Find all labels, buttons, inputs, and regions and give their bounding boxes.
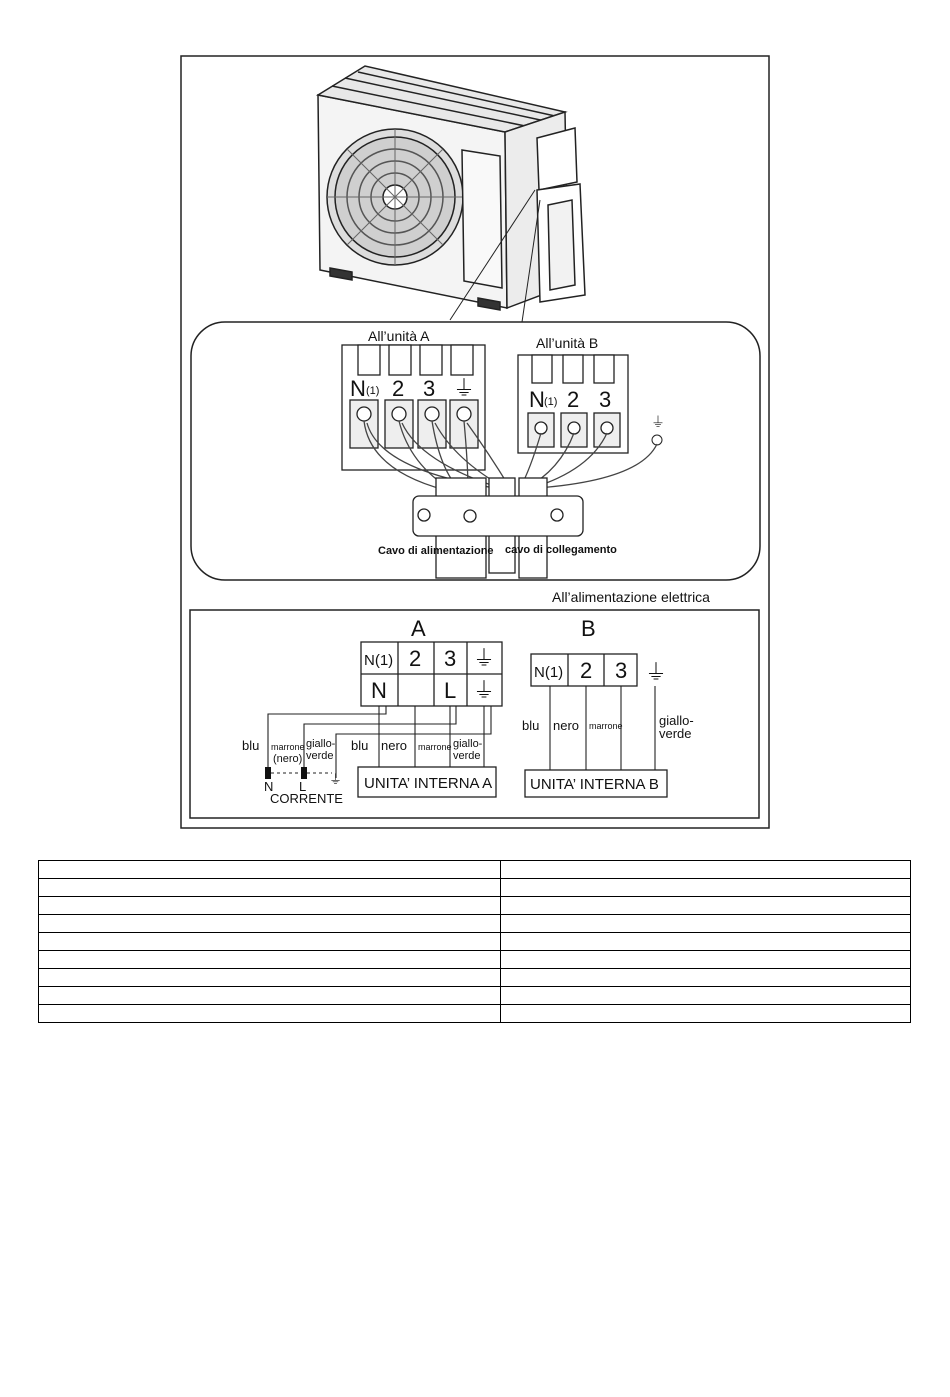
cable-clamp [413, 478, 583, 578]
table-cell [39, 861, 501, 879]
supply-verde-label: verde [306, 750, 334, 762]
indoor-unit-b-label: UNITA’ INTERNA B [530, 776, 659, 793]
label-unit-b: All’unità B [536, 335, 599, 351]
outdoor-unit-illustration [318, 66, 585, 310]
table-cell [39, 915, 501, 933]
schematic-a-title: A [411, 616, 426, 641]
table-row [39, 915, 911, 933]
to-power-label: All’alimentazione elettrica [552, 589, 710, 605]
supply-corrente-label: CORRENTE [270, 791, 343, 806]
supply-blu-label: blu [242, 738, 260, 753]
schematic-a-bottom-l: L [444, 678, 457, 703]
table-cell [39, 879, 501, 897]
supply-nero-label: (nero) [273, 753, 303, 765]
table-row [39, 1005, 911, 1023]
table-cell [501, 1005, 911, 1023]
table-cell [501, 861, 911, 879]
table-cell [501, 915, 911, 933]
table-cell [501, 951, 911, 969]
supply-ground-icon: ⏚ [329, 772, 343, 787]
schematic-a-bottom-n: N [371, 678, 387, 703]
terminal-a-n: N [350, 376, 366, 401]
table-row [39, 861, 911, 879]
terminal-a-n-sub: (1) [366, 385, 380, 397]
table-cell [39, 951, 501, 969]
table-row [39, 951, 911, 969]
table-cell [501, 879, 911, 897]
schematic-b-n: N(1) [534, 664, 564, 681]
empty-spec-table [38, 860, 911, 1023]
wire-b-giallo-label: giallo- [659, 713, 694, 728]
table-row [39, 933, 911, 951]
cable-link-label: cavo di collegamento [505, 544, 617, 556]
schematic-a-top-3: 3 [444, 646, 457, 671]
supply-marrone-label: marrone [271, 742, 305, 752]
terminal-b-2: 2 [567, 387, 580, 412]
terminal-b-ground-icon: ⏚ [651, 414, 665, 430]
wire-a-blu-label: blu [351, 738, 369, 753]
table-cell [501, 933, 911, 951]
table-cell [39, 969, 501, 987]
label-unit-a: All’unità A [368, 328, 430, 344]
table-row [39, 969, 911, 987]
table-cell [39, 933, 501, 951]
schematic-b-title: B [581, 616, 596, 641]
schematic-a-bottom-ground-icon: ⏚ [473, 678, 496, 703]
table-cell [39, 1005, 501, 1023]
wire-a-marrone-label: marrone [418, 742, 452, 752]
supply-giallo-label: giallo- [306, 738, 336, 750]
wire-b-verde-label: verde [659, 726, 692, 741]
terminal-a-2: 2 [392, 376, 405, 401]
terminal-block-a [342, 345, 485, 470]
terminal-b-n-sub: (1) [544, 396, 558, 408]
schematic-a-top-ground-icon: ⏚ [473, 646, 496, 671]
terminal-b-3: 3 [599, 387, 612, 412]
table-cell [501, 987, 911, 1005]
table-row [39, 897, 911, 915]
wire-a-verde-label: verde [453, 750, 481, 762]
schematic-b-ground-icon: ⏚ [645, 660, 668, 685]
supply-n-label: N [264, 779, 274, 794]
wire-a-giallo-label: giallo- [453, 738, 483, 750]
table-row [39, 879, 911, 897]
terminal-b-n: N [529, 387, 545, 412]
table-cell [39, 897, 501, 915]
wire-b-nero-label: nero [553, 718, 580, 733]
schematic-b-3: 3 [615, 658, 628, 683]
wire-a-nero-label: nero [381, 738, 408, 753]
schematic-b-2: 2 [580, 658, 593, 683]
wire-b-blu-label: blu [522, 718, 540, 733]
ground-screw-b [652, 435, 662, 445]
terminal-a-3: 3 [423, 376, 436, 401]
schematic-a-top-2: 2 [409, 646, 422, 671]
cable-power-label: Cavo di alimentazione [378, 545, 494, 557]
table-cell [501, 897, 911, 915]
supply-l-label: L [299, 779, 307, 794]
indoor-unit-a-label: UNITA’ INTERNA A [364, 775, 493, 792]
terminal-a-ground-icon: ⏚ [453, 376, 476, 401]
table-cell [501, 969, 911, 987]
table-cell [39, 987, 501, 1005]
supply-plug [265, 767, 332, 779]
table-row [39, 987, 911, 1005]
schematic-a-top-n: N(1) [364, 652, 394, 669]
wire-b-marrone-label: marrone [589, 721, 623, 731]
